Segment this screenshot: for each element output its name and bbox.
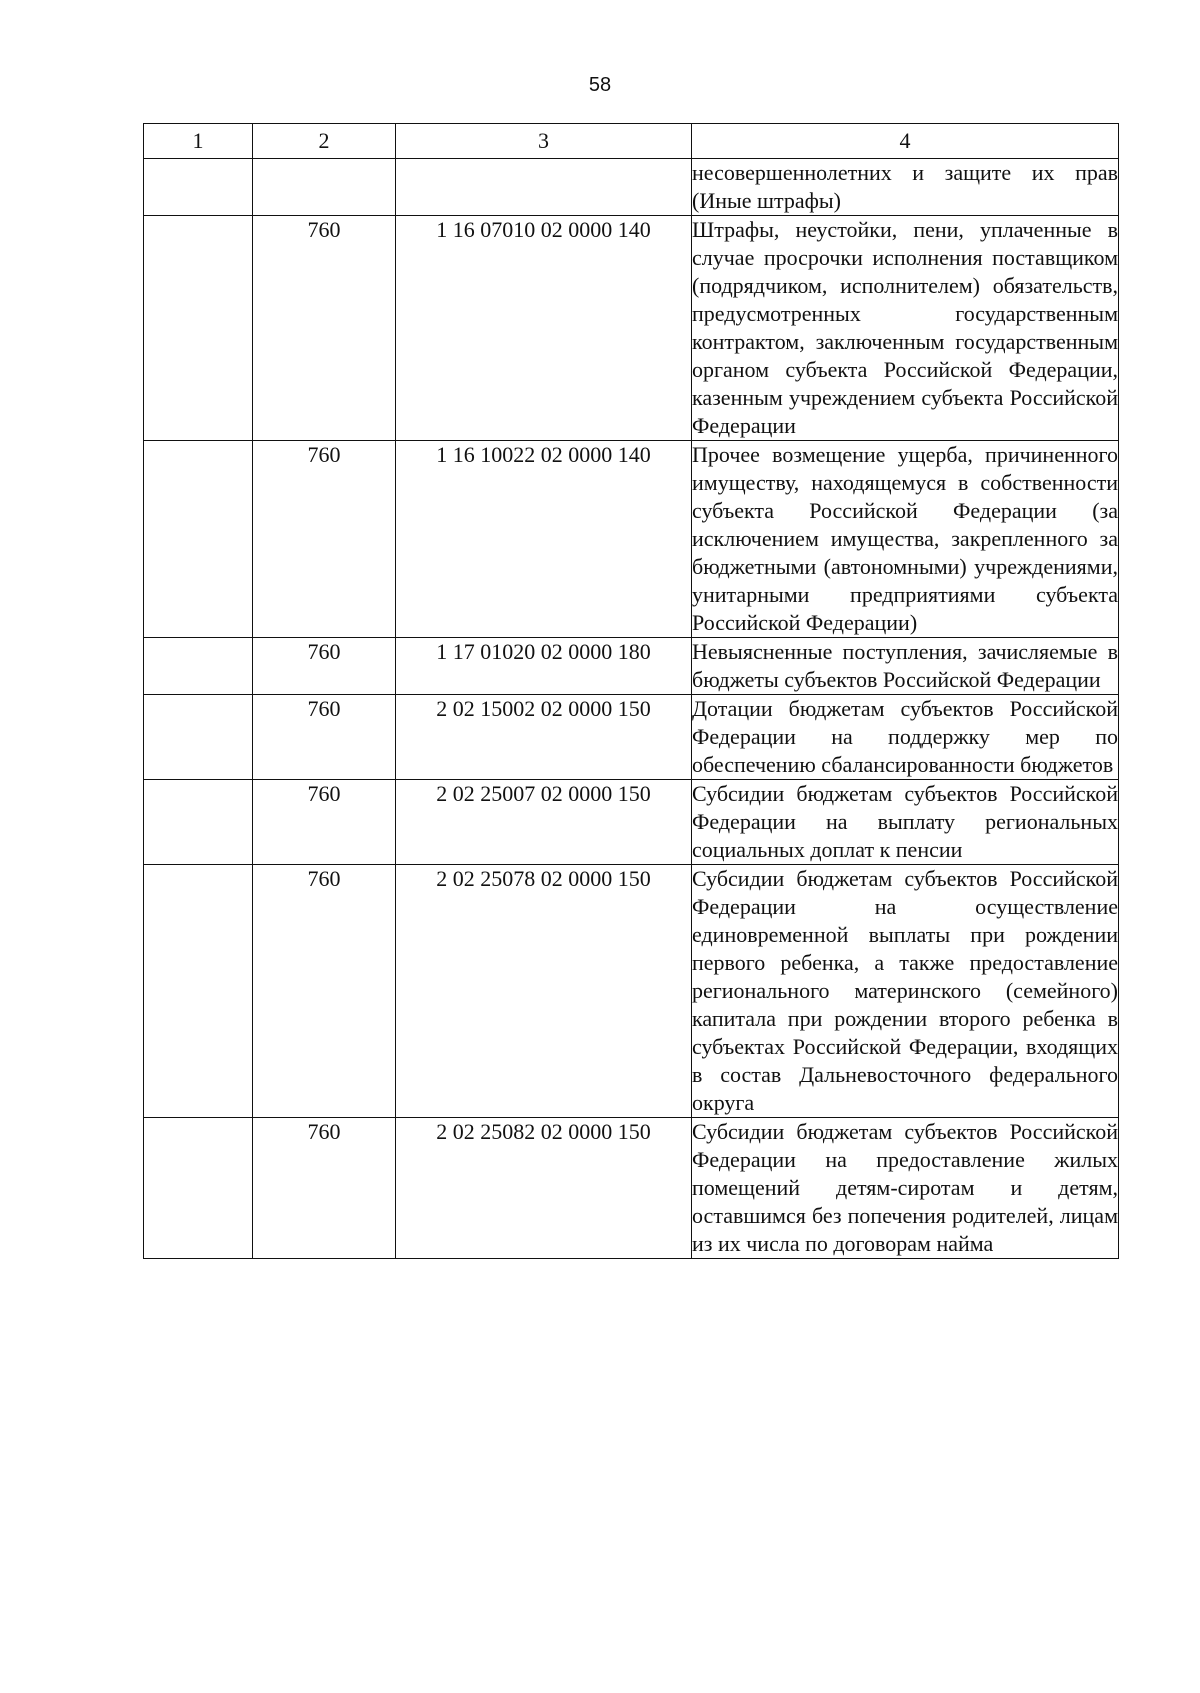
cell-col-1 <box>144 695 253 780</box>
page-number: 58 <box>588 74 612 96</box>
header-col-1: 1 <box>144 124 253 159</box>
table-row <box>144 695 1119 780</box>
cell-admin-code: 760 <box>253 695 396 780</box>
header-row <box>144 124 1119 159</box>
cell-description: Прочее возмещение ущерба, причиненного имуществу, находящемуся в собственности субъекта Российской Федерации (за исключением имущества, закрепленного за бюджетными (автономными) учреждениями, унитарными предприятиями субъекта Российской Федерации) <box>692 441 1119 638</box>
table-row <box>144 159 1119 216</box>
cell-description: несовершеннолетних и защите их прав (Иные штрафы) <box>692 159 1119 216</box>
table-row <box>144 1118 1119 1259</box>
cell-description: Субсидии бюджетам субъектов Российской Федерации на предоставление жилых помещений детям-сиротам и детям, оставшимся без попечения родителей, лицам из их числа по договорам найма <box>692 1118 1119 1259</box>
cell-budget-code: 2 02 15002 02 0000 150 <box>396 695 692 780</box>
cell-description: Дотации бюджетам субъектов Российской Федерации на поддержку мер по обеспечению сбалансированности бюджетов <box>692 695 1119 780</box>
cell-col-1 <box>144 159 253 216</box>
cell-col-1 <box>144 441 253 638</box>
cell-col-1 <box>144 865 253 1118</box>
header-col-2: 2 <box>253 124 396 159</box>
cell-budget-code <box>396 159 692 216</box>
cell-budget-code: 2 02 25082 02 0000 150 <box>396 1118 692 1259</box>
cell-budget-code: 1 16 07010 02 0000 140 <box>396 216 692 441</box>
table-row <box>144 216 1119 441</box>
table-row <box>144 441 1119 638</box>
cell-description: Субсидии бюджетам субъектов Российской Федерации на выплату региональных социальных доплат к пенсии <box>692 780 1119 865</box>
cell-col-1 <box>144 216 253 441</box>
cell-col-1 <box>144 1118 253 1259</box>
cell-admin-code: 760 <box>253 780 396 865</box>
header-col-3: 3 <box>396 124 692 159</box>
cell-description: Субсидии бюджетам субъектов Российской Федерации на осуществление единовременной выплаты при рождении первого ребенка, а также предоставление регионального материнского (семейного) капитала при рождении второго ребенка в субъектах Российской Федерации, входящих в состав Дальневосточного федерального округа <box>692 865 1119 1118</box>
cell-admin-code <box>253 159 396 216</box>
cell-budget-code: 1 17 01020 02 0000 180 <box>396 638 692 695</box>
cell-budget-code: 2 02 25007 02 0000 150 <box>396 780 692 865</box>
table-row <box>144 638 1119 695</box>
cell-description: Штрафы, неустойки, пени, уплаченные в случае просрочки исполнения поставщиком (подрядчиком, исполнителем) обязательств, предусмотренных государственным контрактом, заключенным государственным органом субъекта Российской Федерации, казенным учреждением субъекта Российской Федерации <box>692 216 1119 441</box>
budget-classification-table <box>143 123 1119 1259</box>
table-row <box>144 780 1119 865</box>
cell-admin-code: 760 <box>253 1118 396 1259</box>
cell-budget-code: 2 02 25078 02 0000 150 <box>396 865 692 1118</box>
cell-admin-code: 760 <box>253 441 396 638</box>
cell-admin-code: 760 <box>253 216 396 441</box>
table-row <box>144 865 1119 1118</box>
cell-admin-code: 760 <box>253 865 396 1118</box>
cell-admin-code: 760 <box>253 638 396 695</box>
cell-description: Невыясненные поступления, зачисляемые в бюджеты субъектов Российской Федерации <box>692 638 1119 695</box>
cell-col-1 <box>144 780 253 865</box>
cell-budget-code: 1 16 10022 02 0000 140 <box>396 441 692 638</box>
header-col-4: 4 <box>692 124 1119 159</box>
cell-col-1 <box>144 638 253 695</box>
